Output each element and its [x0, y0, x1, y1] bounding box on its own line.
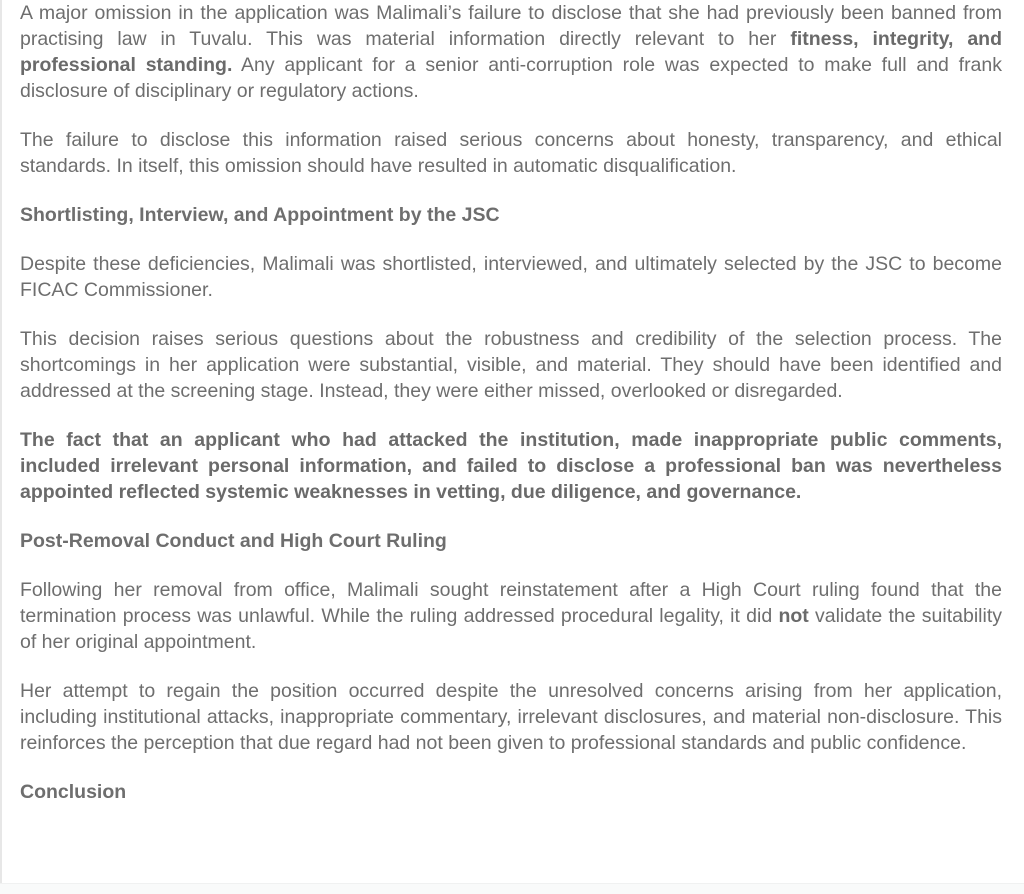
section-heading: Shortlisting, Interview, and Appointment by the JSC [20, 204, 500, 226]
text-run: Despite these deficiencies, Malimali was shortlisted, interviewed, and ultimately selected by the JSC to become FICAC Commissioner. [20, 253, 1002, 301]
paragraph [20, 577, 1002, 655]
text-run: A major omission in the application was Malimali’s failure to disclose that she had previously been banned from practising law in Tuvalu. This was material information directly relevant to her [20, 2, 1002, 50]
document-body [2, 0, 1024, 805]
text-run: validate the suitability of her original appointment. [20, 605, 1002, 653]
paragraph [20, 427, 1002, 505]
paragraph [20, 326, 1002, 404]
bold-text-run: The fact that an applicant who had attacked the institution, made inappropriate public comments, included irrelevant personal information, and failed to disclose a professional ban was nevertheless appointed reflected systemic weaknesses in vetting, due diligence, and governance. [20, 429, 1002, 503]
bold-text-run: fitness, integrity, and professional standing. [20, 28, 1002, 76]
paragraph [20, 127, 1002, 179]
bold-text-run: not [778, 605, 809, 627]
section-heading: Post-Removal Conduct and High Court Ruling [20, 530, 447, 552]
text-run: Any applicant for a senior anti-corruption role was expected to make full and frank disclosure of disciplinary or regulatory actions. [20, 54, 1002, 102]
page-bottom-band [0, 883, 1024, 894]
paragraph [20, 251, 1002, 303]
paragraph [20, 678, 1002, 756]
text-run: Following her removal from office, Malimali sought reinstatement after a High Court ruling found that the termination process was unlawful. While the ruling addressed procedural legality, it did [20, 579, 1002, 627]
paragraph [20, 0, 1002, 104]
text-run: The failure to disclose this information raised serious concerns about honesty, transparency, and ethical standards. In itself, this omission should have resulted in automatic disqualification. [20, 129, 1002, 177]
section-heading: Conclusion [20, 781, 127, 803]
text-run: Her attempt to regain the position occurred despite the unresolved concerns arising from her application, including institutional attacks, inappropriate commentary, irrelevant disclosures, and material non-disclosure. This reinforces the perception that due regard had not been given to professional standards and public confidence. [20, 680, 1002, 754]
text-run: This decision raises serious questions about the robustness and credibility of the selection process. The shortcomings in her application were substantial, visible, and material. They should have been identified and addressed at the screening stage. Instead, they were either missed, overlooked or disregarded. [20, 328, 1002, 402]
